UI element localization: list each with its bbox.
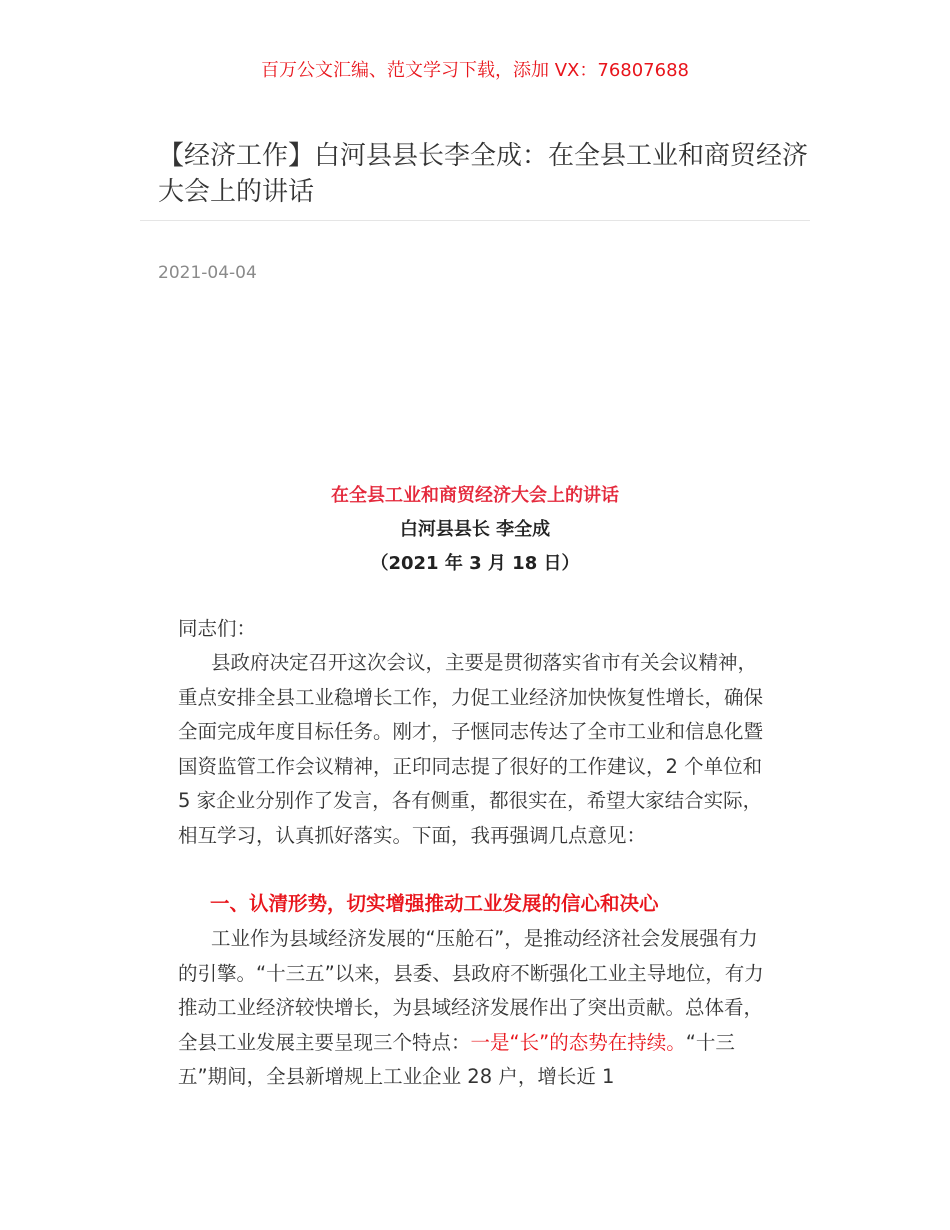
speech-speaker: 白河县县长 李全成 bbox=[399, 519, 551, 540]
paragraph-text-continued: “十三五”期间，全县新增规上工业企业 28 户，增长近 1 bbox=[178, 1030, 735, 1088]
salutation: 同志们： bbox=[178, 617, 257, 640]
promo-banner: 百万公文汇编、范文学习下载，添加 VX：76807688 bbox=[261, 60, 689, 81]
paragraph-intro: 县政府决定召开这次会议，主要是贯彻落实省市有关会议精神，重点安排全县工业稳增长工作，力促工业经济加快恢复性增长，确保全面完成年度目标任务。刚才，子惬同志传达了全市工业和信息化暨国资监管工作会议精神，正印同志提了很好的工作建议，2 个单位和 5 家企业分别作了发言，各有侧重，都很实在，希望大家结合实际，相互学习，认真抓好落实。下面，我再强调几点意见： bbox=[178, 651, 764, 847]
speech-date: （2021 年 3 月 18 日） bbox=[370, 553, 580, 574]
paragraph-text: 工业作为县域经济发展的“压舱石”，是推动经济社会发展强有力的引擎。“十三五”以来，县委、县政府不断强化工业主导地位，有力推动工业经济较快增长，为县域经济发展作出了突出贡献。总体看，全县工业发展主要呈现三个特点： bbox=[178, 927, 764, 1054]
highlight-text: 一是“长”的态势在持续。 bbox=[470, 1030, 686, 1054]
paragraph-section-1 bbox=[178, 922, 774, 1095]
article-title: 【经济工作】白河县县长李全成：在全县工业和商贸经济大会上的讲话 bbox=[158, 141, 809, 207]
section-heading-1: 一、认清形势，切实增强推动工业发展的信心和决心 bbox=[210, 892, 659, 915]
publish-date: 2021-04-04 bbox=[158, 263, 257, 283]
speech-title: 在全县工业和商贸经济大会上的讲话 bbox=[331, 485, 619, 506]
title-divider bbox=[140, 220, 810, 221]
